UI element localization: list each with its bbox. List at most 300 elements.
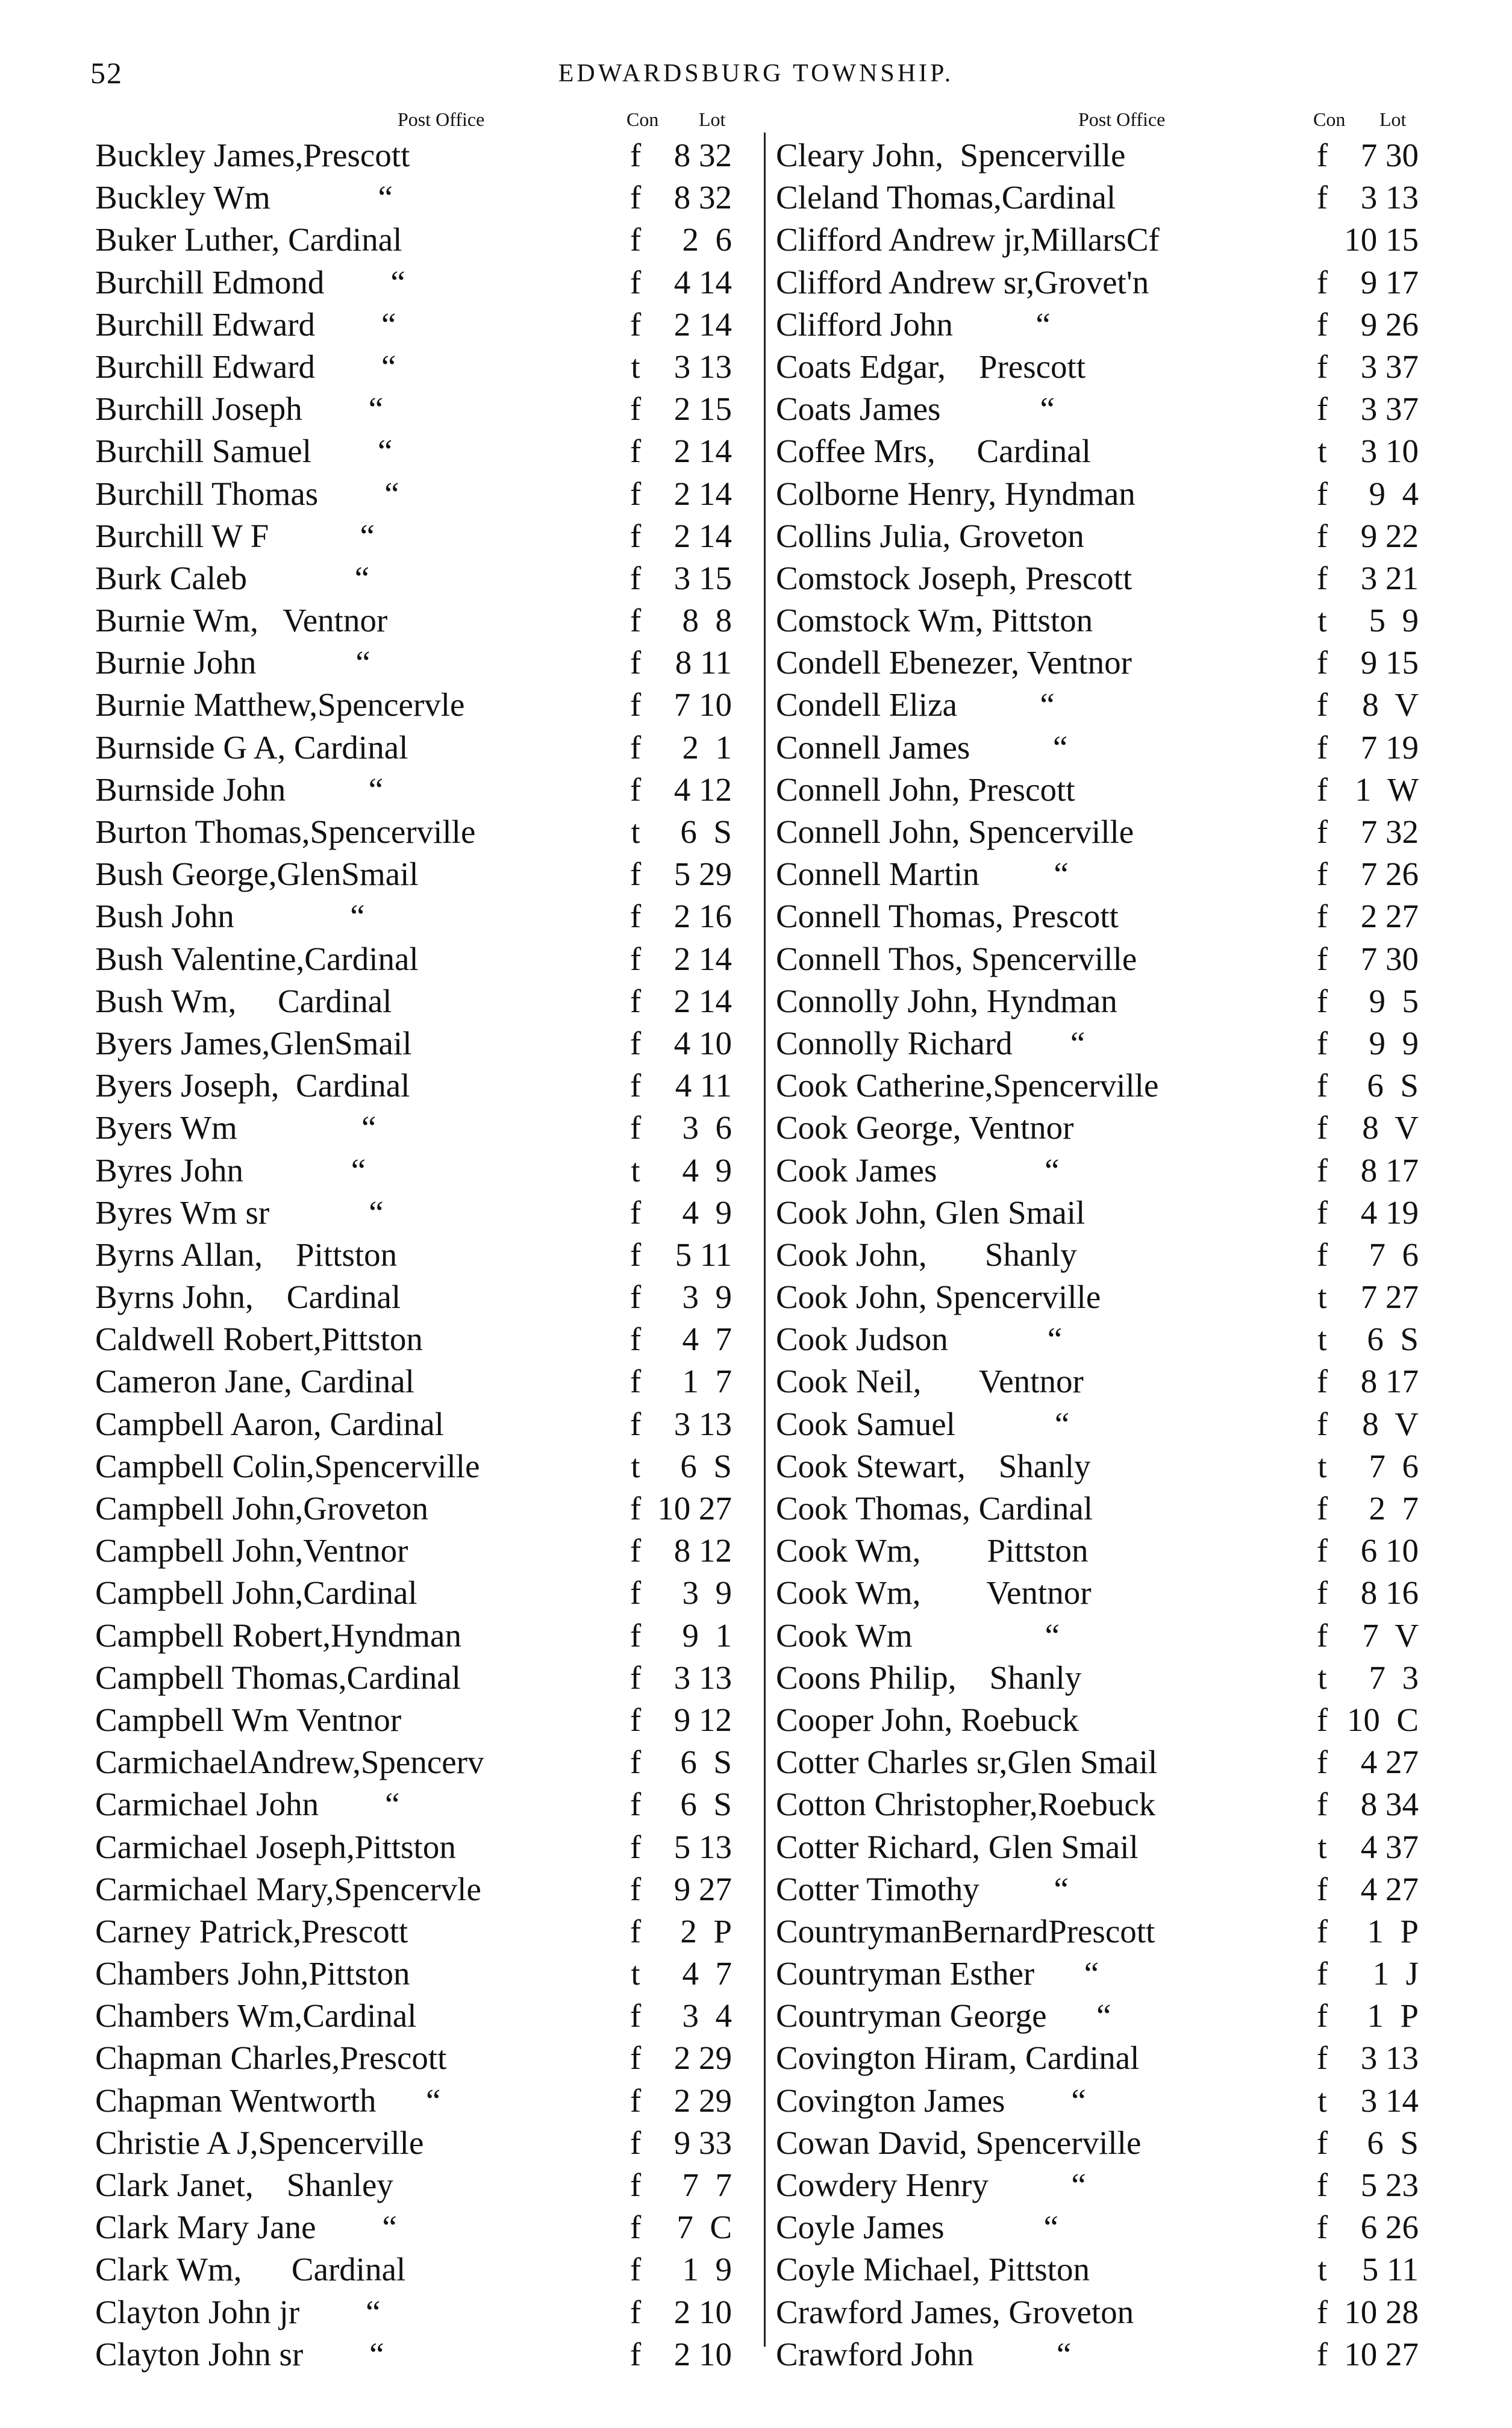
entry-tenure: f <box>629 1024 642 1062</box>
directory-entry <box>90 134 759 176</box>
entry-name-and-post-office: Cook Thomas, Cardinal <box>776 1490 1093 1527</box>
entry-tenure: f <box>629 137 642 174</box>
entry-name-and-post-office: Chapman Charles,Prescott <box>95 2039 447 2077</box>
entry-name-and-post-office: Buker Luther, Cardinal <box>95 221 402 258</box>
entry-con-lot: 2 29 <box>673 2082 732 2119</box>
directory-entry <box>90 768 759 810</box>
entry-name-and-post-office: Cameron Jane, Cardinal <box>95 1363 414 1400</box>
entry-name-and-post-office: Cook Wm, Ventnor <box>776 1574 1092 1612</box>
entry-tenure: f <box>629 1870 642 1907</box>
entry-tenure: f <box>1316 1997 1328 2035</box>
directory-entry <box>771 2079 1431 2121</box>
entry-name-and-post-office: Byers Wm “ <box>95 1109 376 1147</box>
entry-con-lot: 7 19 <box>1360 728 1419 766</box>
entry-con-lot: 4 7 <box>682 1321 732 1358</box>
entry-name-and-post-office: Burchill Samuel “ <box>95 433 393 470</box>
entry-tenure: f <box>1316 559 1328 596</box>
entry-tenure: f <box>629 1659 642 1696</box>
directory-entry <box>771 1529 1431 1571</box>
entry-con-lot: 6 10 <box>1360 1532 1419 1569</box>
entry-name-and-post-office: Cleland Thomas,Cardinal <box>776 179 1116 216</box>
entry-name-and-post-office: Covington James “ <box>776 2082 1086 2119</box>
directory-entry <box>90 472 759 515</box>
entry-name-and-post-office: Campbell John,Ventnor <box>95 1532 408 1569</box>
directory-entry <box>90 1149 759 1191</box>
directory-entry <box>771 1318 1431 1360</box>
entry-tenure: f <box>1316 1574 1328 1612</box>
directory-entry <box>90 1826 759 1868</box>
entry-tenure: t <box>1317 1447 1327 1485</box>
directory-entry <box>771 345 1431 387</box>
entry-tenure: f <box>629 728 642 766</box>
entry-tenure: f <box>1316 1067 1328 1104</box>
directory-entry <box>90 1445 759 1487</box>
entry-tenure: f <box>1316 728 1328 766</box>
entry-tenure: f <box>629 1828 642 1865</box>
entry-name-and-post-office: Clifford Andrew jr,MillarsCf <box>776 221 1160 258</box>
entry-tenure: f <box>629 1532 642 1569</box>
entry-tenure: f <box>1316 2167 1328 2203</box>
directory-entry <box>771 1994 1431 2036</box>
entry-con-lot: 5 11 <box>1361 2251 1419 2288</box>
entry-con-lot: 4 11 <box>675 1067 732 1104</box>
directory-entry <box>90 1275 759 1318</box>
directory-entry <box>90 980 759 1022</box>
directory-entry <box>771 2164 1431 2206</box>
page-number: 52 <box>90 56 123 90</box>
entry-tenure: f <box>1316 1490 1328 1527</box>
directory-entry <box>90 1698 759 1741</box>
directory-entry <box>771 1741 1431 1783</box>
entry-tenure: f <box>629 221 642 258</box>
entry-con-lot: 9 5 <box>1369 982 1419 1019</box>
entry-name-and-post-office: Cotter Timothy “ <box>776 1870 1069 1907</box>
entry-con-lot: 3 21 <box>1360 559 1419 596</box>
entry-con-lot: 5 29 <box>673 856 732 893</box>
entry-tenure: f <box>1316 2209 1328 2246</box>
directory-entry <box>771 2333 1431 2375</box>
directory-entry <box>90 641 759 683</box>
directory-entry <box>771 1868 1431 1910</box>
con-heading: Con <box>1313 108 1346 130</box>
entry-con-lot: 3 15 <box>673 559 732 596</box>
entry-con-lot: 9 22 <box>1360 517 1419 554</box>
entry-tenure: f <box>1316 137 1328 174</box>
entry-con-lot: 2 14 <box>673 433 732 470</box>
directory-entry <box>90 1614 759 1656</box>
entry-tenure: f <box>1316 1701 1328 1738</box>
entry-tenure: f <box>629 2293 642 2330</box>
entry-name-and-post-office: Cook John, Glen Smail <box>776 1194 1086 1231</box>
directory-entry <box>90 937 759 980</box>
entry-tenure: f <box>1316 1194 1328 1231</box>
directory-entry <box>771 2121 1431 2164</box>
entry-name-and-post-office: Connell Thos, Spencerville <box>776 940 1137 977</box>
entry-name-and-post-office: Byers Joseph, Cardinal <box>95 1067 410 1104</box>
directory-entry <box>90 2291 759 2333</box>
entry-con-lot: 4 27 <box>1360 1744 1419 1781</box>
entry-con-lot: 3 4 <box>682 1997 732 2035</box>
directory-entry <box>771 1064 1431 1106</box>
entry-con-lot: 10 15 <box>1344 221 1419 258</box>
entry-name-and-post-office: Burchill Thomas “ <box>95 475 399 512</box>
directory-entry <box>90 1191 759 1233</box>
entry-tenure: f <box>629 475 642 512</box>
entry-name-and-post-office: Comstock Joseph, Prescott <box>776 559 1132 596</box>
entry-name-and-post-office: Cooper John, Roebuck <box>776 1701 1079 1738</box>
entry-name-and-post-office: Burnie Matthew,Spencervle <box>95 686 465 724</box>
entry-con-lot: 10 27 <box>657 1490 732 1527</box>
entry-tenure: f <box>1316 771 1328 808</box>
directory-entry <box>90 430 759 472</box>
entry-name-and-post-office: Connolly John, Hyndman <box>776 982 1117 1019</box>
entry-name-and-post-office: Burnside G A, Cardinal <box>95 728 408 766</box>
directory-entry <box>771 683 1431 725</box>
entry-con-lot: 8 16 <box>1360 1574 1419 1612</box>
entry-con-lot: 3 10 <box>1360 433 1419 470</box>
entry-name-and-post-office: Burton Thomas,Spencerville <box>95 813 476 850</box>
entry-con-lot: 3 6 <box>682 1109 732 1147</box>
entry-tenure: f <box>1316 1912 1328 1950</box>
entry-con-lot: 3 13 <box>1360 2039 1419 2077</box>
entry-con-lot: 5 13 <box>673 1828 732 1865</box>
entry-name-and-post-office: Clark Mary Jane “ <box>95 2209 397 2246</box>
entry-name-and-post-office: Byers James,GlenSmail <box>95 1024 412 1062</box>
entry-tenure: f <box>629 1067 642 1104</box>
directory-entry <box>771 1614 1431 1656</box>
entry-con-lot: 7 30 <box>1360 940 1419 977</box>
entry-tenure: f <box>629 686 642 724</box>
entry-name-and-post-office: Burchill W F “ <box>95 517 375 554</box>
entry-con-lot: 4 9 <box>682 1151 732 1189</box>
entry-tenure: f <box>629 856 642 893</box>
entry-con-lot: 2 29 <box>673 2039 732 2077</box>
entry-con-lot: 9 27 <box>673 1870 732 1907</box>
directory-entry <box>771 1445 1431 1487</box>
directory-entry <box>771 176 1431 218</box>
entry-con-lot: 8 32 <box>673 137 732 174</box>
entry-con-lot: 10 C <box>1346 1701 1419 1738</box>
entry-name-and-post-office: Connell Martin “ <box>776 856 1069 893</box>
con-heading: Con <box>626 108 659 130</box>
entry-name-and-post-office: Byres John “ <box>95 1151 366 1189</box>
entry-name-and-post-office: Chapman Wentworth “ <box>95 2082 441 2119</box>
entry-con-lot: 3 14 <box>1360 2082 1419 2119</box>
directory-entry <box>90 2248 759 2290</box>
entry-tenure: f <box>1316 1616 1328 1654</box>
directory-entry <box>771 387 1431 430</box>
entry-tenure: f <box>629 517 642 554</box>
entry-tenure: f <box>629 1744 642 1781</box>
entry-tenure: f <box>1316 1236 1328 1273</box>
directory-entry <box>90 2333 759 2375</box>
page-header <box>0 0 1512 90</box>
lot-heading: Lot <box>699 108 726 130</box>
entry-con-lot: 3 13 <box>1360 179 1419 216</box>
entry-tenure: f <box>629 1616 642 1654</box>
entry-name-and-post-office: Clifford Andrew sr,Grovet'n <box>776 263 1149 301</box>
directory-entry <box>771 1022 1431 1064</box>
entry-con-lot: 8 11 <box>675 644 732 681</box>
directory-entry <box>90 1656 759 1698</box>
entry-con-lot: 2 14 <box>673 940 732 977</box>
directory-entry <box>771 1403 1431 1445</box>
entry-con-lot: 3 13 <box>673 1659 732 1696</box>
entry-con-lot: 8 8 <box>682 602 732 639</box>
entry-tenure: f <box>629 1363 642 1400</box>
entry-con-lot: 3 37 <box>1360 390 1419 428</box>
directory-entry <box>771 1571 1431 1613</box>
entry-name-and-post-office: Campbell Wm Ventnor <box>95 1701 402 1738</box>
directory-entry <box>90 895 759 937</box>
entry-con-lot: 8 17 <box>1360 1363 1419 1400</box>
entry-con-lot: 7 C <box>676 2209 732 2246</box>
entry-con-lot: 7 6 <box>1369 1447 1419 1485</box>
entry-tenure: f <box>1316 813 1328 850</box>
entry-con-lot: 7 6 <box>1369 1236 1419 1273</box>
entry-tenure: f <box>1316 1744 1328 1781</box>
entry-tenure: t <box>1317 1659 1327 1696</box>
entry-name-and-post-office: Campbell John,Cardinal <box>95 1574 417 1612</box>
entry-name-and-post-office: Cook John, Shanly <box>776 1236 1077 1273</box>
entry-tenure: f <box>629 390 642 428</box>
entry-name-and-post-office: Campbell Robert,Hyndman <box>95 1616 461 1654</box>
entry-tenure: f <box>1316 2335 1328 2373</box>
entry-name-and-post-office: Coyle James “ <box>776 2209 1058 2246</box>
directory-entry <box>771 1275 1431 1318</box>
entry-con-lot: 4 37 <box>1360 1828 1419 1865</box>
entry-tenure: f <box>629 771 642 808</box>
entry-tenure: f <box>629 2082 642 2119</box>
lot-heading: Lot <box>1379 108 1407 130</box>
column-header <box>771 108 1431 134</box>
directory-entry <box>90 2079 759 2121</box>
entry-con-lot: 7 27 <box>1360 1278 1419 1316</box>
entry-name-and-post-office: Byrns Allan, Pittston <box>95 1236 398 1273</box>
entry-con-lot: 1 J <box>1372 1955 1419 1992</box>
entry-con-lot: 5 9 <box>1369 602 1419 639</box>
directory-entry <box>771 430 1431 472</box>
entry-name-and-post-office: Burnside John “ <box>95 771 384 808</box>
entry-con-lot: 6 S <box>1367 1321 1419 1358</box>
entry-tenure: f <box>1316 348 1328 385</box>
entry-name-and-post-office: CarmichaelAndrew,Spencerv <box>95 1744 484 1781</box>
entry-tenure: f <box>629 559 642 596</box>
directory-entry <box>771 2206 1431 2248</box>
entry-con-lot: 7 3 <box>1369 1659 1419 1696</box>
entry-tenure: f <box>629 1786 642 1823</box>
entry-con-lot: 3 13 <box>673 1405 732 1442</box>
entry-tenure: f <box>1316 1151 1328 1189</box>
directory-entry <box>90 1233 759 1275</box>
entry-name-and-post-office: Connell James “ <box>776 728 1068 766</box>
entry-tenure: f <box>629 1490 642 1527</box>
entry-con-lot: 2 16 <box>673 898 732 935</box>
post-office-heading: Post Office <box>1078 108 1166 130</box>
entry-name-and-post-office: Comstock Wm, Pittston <box>776 602 1093 639</box>
directory-entry <box>90 1783 759 1825</box>
directory-entry <box>771 1191 1431 1233</box>
entry-con-lot: 5 11 <box>675 1236 732 1273</box>
entry-name-and-post-office: Burchill Edmond “ <box>95 263 405 301</box>
entry-tenure: f <box>1316 2293 1328 2330</box>
entry-tenure: f <box>1316 263 1328 301</box>
entry-tenure: t <box>631 1447 640 1485</box>
entry-tenure: f <box>1316 856 1328 893</box>
entry-name-and-post-office: Condell Ebenezer, Ventnor <box>776 644 1132 681</box>
entry-tenure: f <box>629 1405 642 1442</box>
entry-name-and-post-office: Cook Samuel “ <box>776 1405 1070 1442</box>
entry-con-lot: 4 12 <box>673 771 732 808</box>
entry-con-lot: 1 P <box>1367 1912 1419 1950</box>
entry-name-and-post-office: Cowdery Henry “ <box>776 2167 1086 2203</box>
entry-tenure: f <box>629 2335 642 2373</box>
entry-con-lot: 9 33 <box>673 2124 732 2161</box>
directory-entry <box>90 515 759 557</box>
entry-con-lot: 7 26 <box>1360 856 1419 893</box>
entry-con-lot: 4 19 <box>1360 1194 1419 1231</box>
entry-name-and-post-office: Covington Hiram, Cardinal <box>776 2039 1140 2077</box>
entry-tenure: f <box>629 2251 642 2288</box>
entry-name-and-post-office: Burchill Edward “ <box>95 348 396 385</box>
directory-entry <box>90 261 759 303</box>
entry-name-and-post-office: Cook Judson “ <box>776 1321 1063 1358</box>
directory-entry <box>90 1487 759 1529</box>
directory-entry <box>90 2036 759 2079</box>
entry-name-and-post-office: Campbell Aaron, Cardinal <box>95 1405 444 1442</box>
directory-entry <box>90 1994 759 2036</box>
entry-name-and-post-office: Countryman George “ <box>776 1997 1111 2035</box>
directory-entry <box>90 1868 759 1910</box>
entry-con-lot: 2 P <box>680 1912 732 1950</box>
directory-entry <box>771 515 1431 557</box>
entry-name-and-post-office: Bush Valentine,Cardinal <box>95 940 419 977</box>
directory-entry <box>771 472 1431 515</box>
entry-name-and-post-office: Chambers John,Pittston <box>95 1955 410 1992</box>
entry-con-lot: 9 26 <box>1360 305 1419 343</box>
entry-con-lot: 8 V <box>1362 1405 1419 1442</box>
entry-tenure: f <box>1316 1024 1328 1062</box>
entry-name-and-post-office: Carney Patrick,Prescott <box>95 1912 408 1950</box>
entry-name-and-post-office: Cotton Christopher,Roebuck <box>776 1786 1156 1823</box>
entry-con-lot: 3 9 <box>682 1574 732 1612</box>
directory-column-right <box>771 108 1431 2375</box>
entry-name-and-post-office: Campbell Colin,Spencerville <box>95 1447 480 1485</box>
directory-entry <box>90 2121 759 2164</box>
entry-tenure: f <box>1316 1109 1328 1147</box>
directory-entry <box>771 1106 1431 1148</box>
entry-con-lot: 3 9 <box>682 1278 732 1316</box>
entry-tenure: f <box>629 433 642 470</box>
entry-tenure: f <box>1316 390 1328 428</box>
entry-con-lot: 4 27 <box>1360 1870 1419 1907</box>
entry-con-lot: 6 26 <box>1360 2209 1419 2246</box>
entry-name-and-post-office: Byrns John, Cardinal <box>95 1278 401 1316</box>
directory-entry <box>771 557 1431 599</box>
entry-con-lot: 3 13 <box>673 348 732 385</box>
entry-name-and-post-office: Collins Julia, Groveton <box>776 517 1084 554</box>
entry-tenure: f <box>629 644 642 681</box>
entry-tenure: f <box>629 1321 642 1358</box>
entry-name-and-post-office: Clifford John “ <box>776 305 1051 343</box>
entry-name-and-post-office: Christie A J,Spencerville <box>95 2124 424 2161</box>
entry-name-and-post-office: Cook George, Ventnor <box>776 1109 1074 1147</box>
entry-con-lot: 10 28 <box>1344 2293 1419 2330</box>
entry-tenure: t <box>1317 2082 1327 2119</box>
entry-tenure: f <box>1316 982 1328 1019</box>
entry-con-lot: 8 17 <box>1360 1151 1419 1189</box>
directory-entry <box>90 2206 759 2248</box>
directory-entry <box>90 1910 759 1952</box>
directory-entry <box>90 1106 759 1148</box>
entry-tenure: f <box>629 1574 642 1612</box>
entry-con-lot: 8 32 <box>673 179 732 216</box>
directory-entry <box>90 218 759 260</box>
directory-entry <box>90 176 759 218</box>
directory-entry <box>90 683 759 725</box>
directory-entry <box>771 599 1431 641</box>
entry-tenure: f <box>1316 686 1328 724</box>
entry-name-and-post-office: Carmichael John “ <box>95 1786 400 1823</box>
entry-con-lot: 1 P <box>1367 1997 1419 2035</box>
directory-entry <box>771 768 1431 810</box>
entry-tenure: f <box>629 1912 642 1950</box>
entry-con-lot: 2 14 <box>673 305 732 343</box>
directory-entry <box>771 895 1431 937</box>
entry-tenure: f <box>629 1701 642 1738</box>
entry-tenure: f <box>1316 475 1328 512</box>
entry-name-and-post-office: Crawford John “ <box>776 2335 1072 2373</box>
entry-con-lot: 9 1 <box>682 1616 732 1654</box>
entry-name-and-post-office: Burk Caleb “ <box>95 559 370 596</box>
directory-entry <box>771 1783 1431 1825</box>
entry-con-lot: 4 7 <box>682 1955 732 1992</box>
entry-tenure: f <box>629 1997 642 2035</box>
directory-entry <box>90 345 759 387</box>
entry-tenure: t <box>1317 1321 1327 1358</box>
entry-name-and-post-office: Clayton John sr “ <box>95 2335 384 2373</box>
directory-entry <box>771 726 1431 768</box>
directory-entry <box>90 1022 759 1064</box>
entry-name-and-post-office: Buckley Wm “ <box>95 179 393 216</box>
entry-name-and-post-office: Buckley James,Prescott <box>95 137 410 174</box>
entry-con-lot: 2 14 <box>673 475 732 512</box>
entry-name-and-post-office: Cotter Charles sr,Glen Smail <box>776 1744 1158 1781</box>
entry-tenure: f <box>629 898 642 935</box>
entry-name-and-post-office: Burchill Joseph “ <box>95 390 384 428</box>
entry-con-lot: 2 1 <box>682 728 732 766</box>
entry-name-and-post-office: Coats Edgar, Prescott <box>776 348 1086 385</box>
entry-con-lot: 2 14 <box>673 982 732 1019</box>
directory-entry <box>90 1741 759 1783</box>
entry-con-lot: 7 30 <box>1360 137 1419 174</box>
directory-entry <box>771 1487 1431 1529</box>
entry-name-and-post-office: Connolly Richard “ <box>776 1024 1086 1062</box>
entry-name-and-post-office: Cook Wm “ <box>776 1616 1060 1654</box>
entry-name-and-post-office: Condell Eliza “ <box>776 686 1055 724</box>
entry-name-and-post-office: Burchill Edward “ <box>95 305 396 343</box>
directory-column-left <box>90 108 759 2375</box>
entry-tenure: t <box>1317 433 1327 470</box>
entry-name-and-post-office: Caldwell Robert,Pittston <box>95 1321 423 1358</box>
directory-entry <box>90 853 759 895</box>
entry-tenure: f <box>1316 940 1328 977</box>
entry-con-lot: 2 15 <box>673 390 732 428</box>
directory-entry <box>90 810 759 853</box>
entry-tenure: f <box>629 1278 642 1316</box>
entry-name-and-post-office: Connell John, Spencerville <box>776 813 1134 850</box>
entry-name-and-post-office: Clayton John jr “ <box>95 2293 381 2330</box>
